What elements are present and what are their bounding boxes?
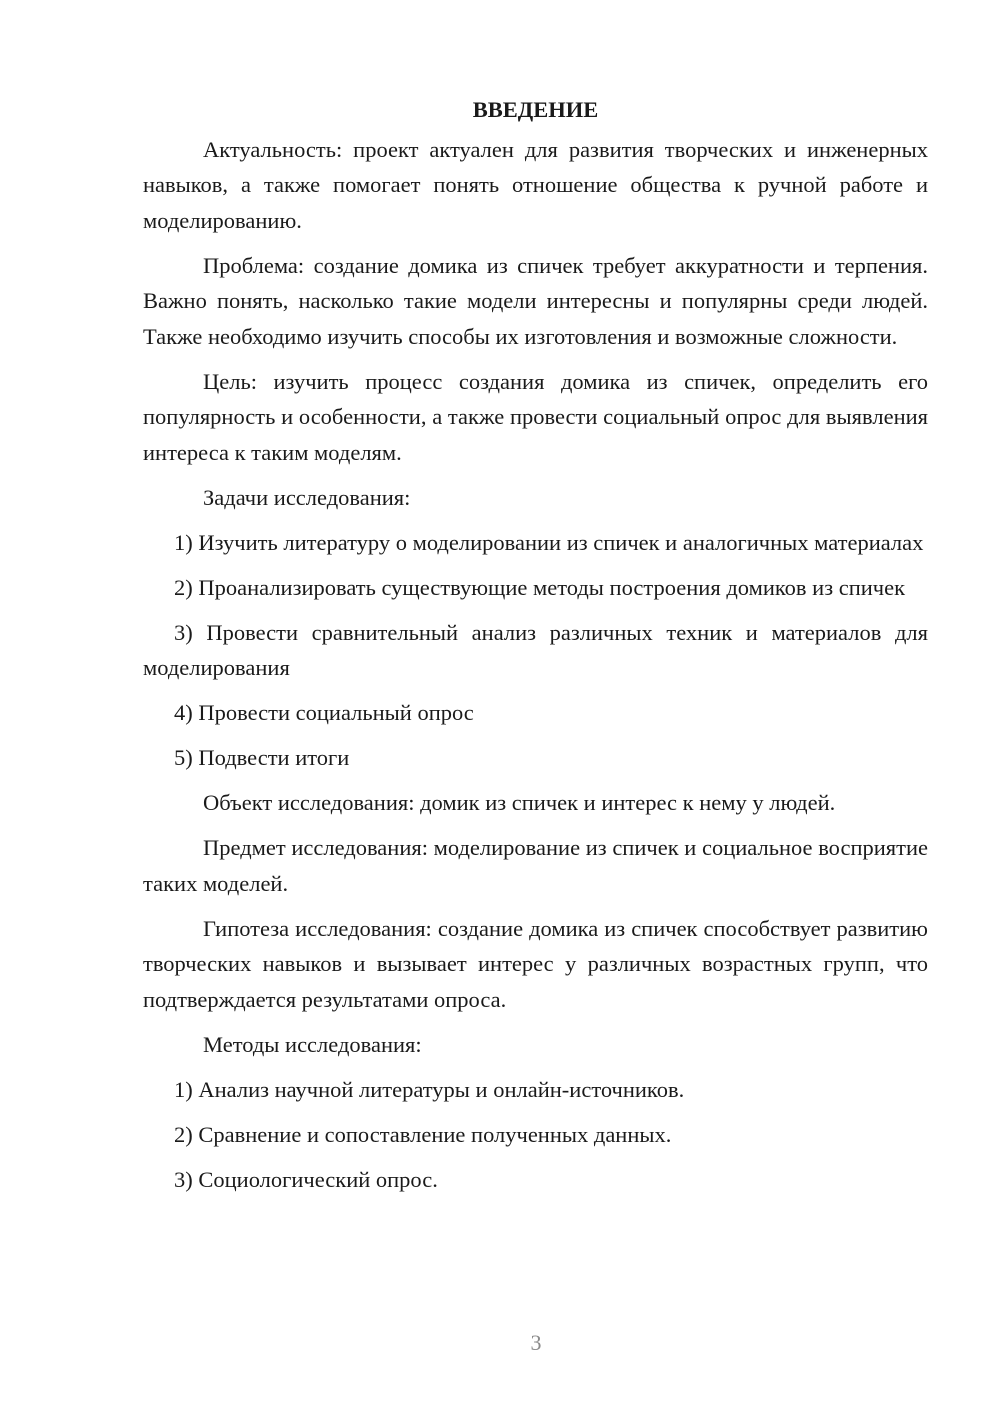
task-item-3: 3) Провести сравнительный анализ различных техник и материалов для моделирования bbox=[143, 619, 928, 680]
hypothesis-paragraph: Гипотеза исследования: создание домика из спичек способствует развитию творческих навыков и вызывает интерес у различных возрастных групп, что подтверждается результатами опроса. bbox=[143, 915, 928, 1012]
methods-heading: Методы исследования: bbox=[203, 1031, 422, 1057]
object-paragraph: Объект исследования: домик из спичек и интерес к нему у людей. bbox=[203, 790, 836, 815]
problem-paragraph: Проблема: создание домика из спичек требует аккуратности и терпения. Важно понять, насколько такие модели интересны и популярны среди людей. Также необходимо изучить способы их изготовления и возможные сложности. bbox=[143, 252, 928, 349]
page-number: 3 bbox=[530, 1330, 542, 1355]
tasks-heading: Задачи исследования: bbox=[203, 484, 411, 510]
task-item-5: 5) Подвести итоги bbox=[174, 745, 350, 770]
task-item-4: 4) Провести социальный опрос bbox=[174, 700, 474, 725]
subject-paragraph: Предмет исследования: моделирование из спичек и социальное восприятие таких моделей. bbox=[143, 835, 928, 896]
method-item-3: 3) Социологический опрос. bbox=[174, 1166, 438, 1192]
method-item-1: 1) Анализ научной литературы и онлайн-источников. bbox=[174, 1076, 685, 1102]
section-title: ВВЕДЕНИЕ bbox=[472, 97, 599, 122]
task-item-2: 2) Проанализировать существующие методы построения домиков из спичек bbox=[174, 574, 906, 600]
goal-paragraph: Цель: изучить процесс создания домика из спичек, определить его популярность и особенности, а также провести социальный опрос для выявления интереса к таким моделям. bbox=[143, 368, 928, 465]
method-item-2: 2) Сравнение и сопоставление полученных данных. bbox=[174, 1121, 672, 1147]
page-content bbox=[143, 92, 928, 1207]
relevance-paragraph: Актуальность: проект актуален для развития творческих и инженерных навыков, а также помогает понять отношение общества к ручной работе и моделированию. bbox=[143, 136, 928, 233]
task-item-1: 1) Изучить литературу о моделировании из спичек и аналогичных материалах bbox=[174, 529, 924, 555]
